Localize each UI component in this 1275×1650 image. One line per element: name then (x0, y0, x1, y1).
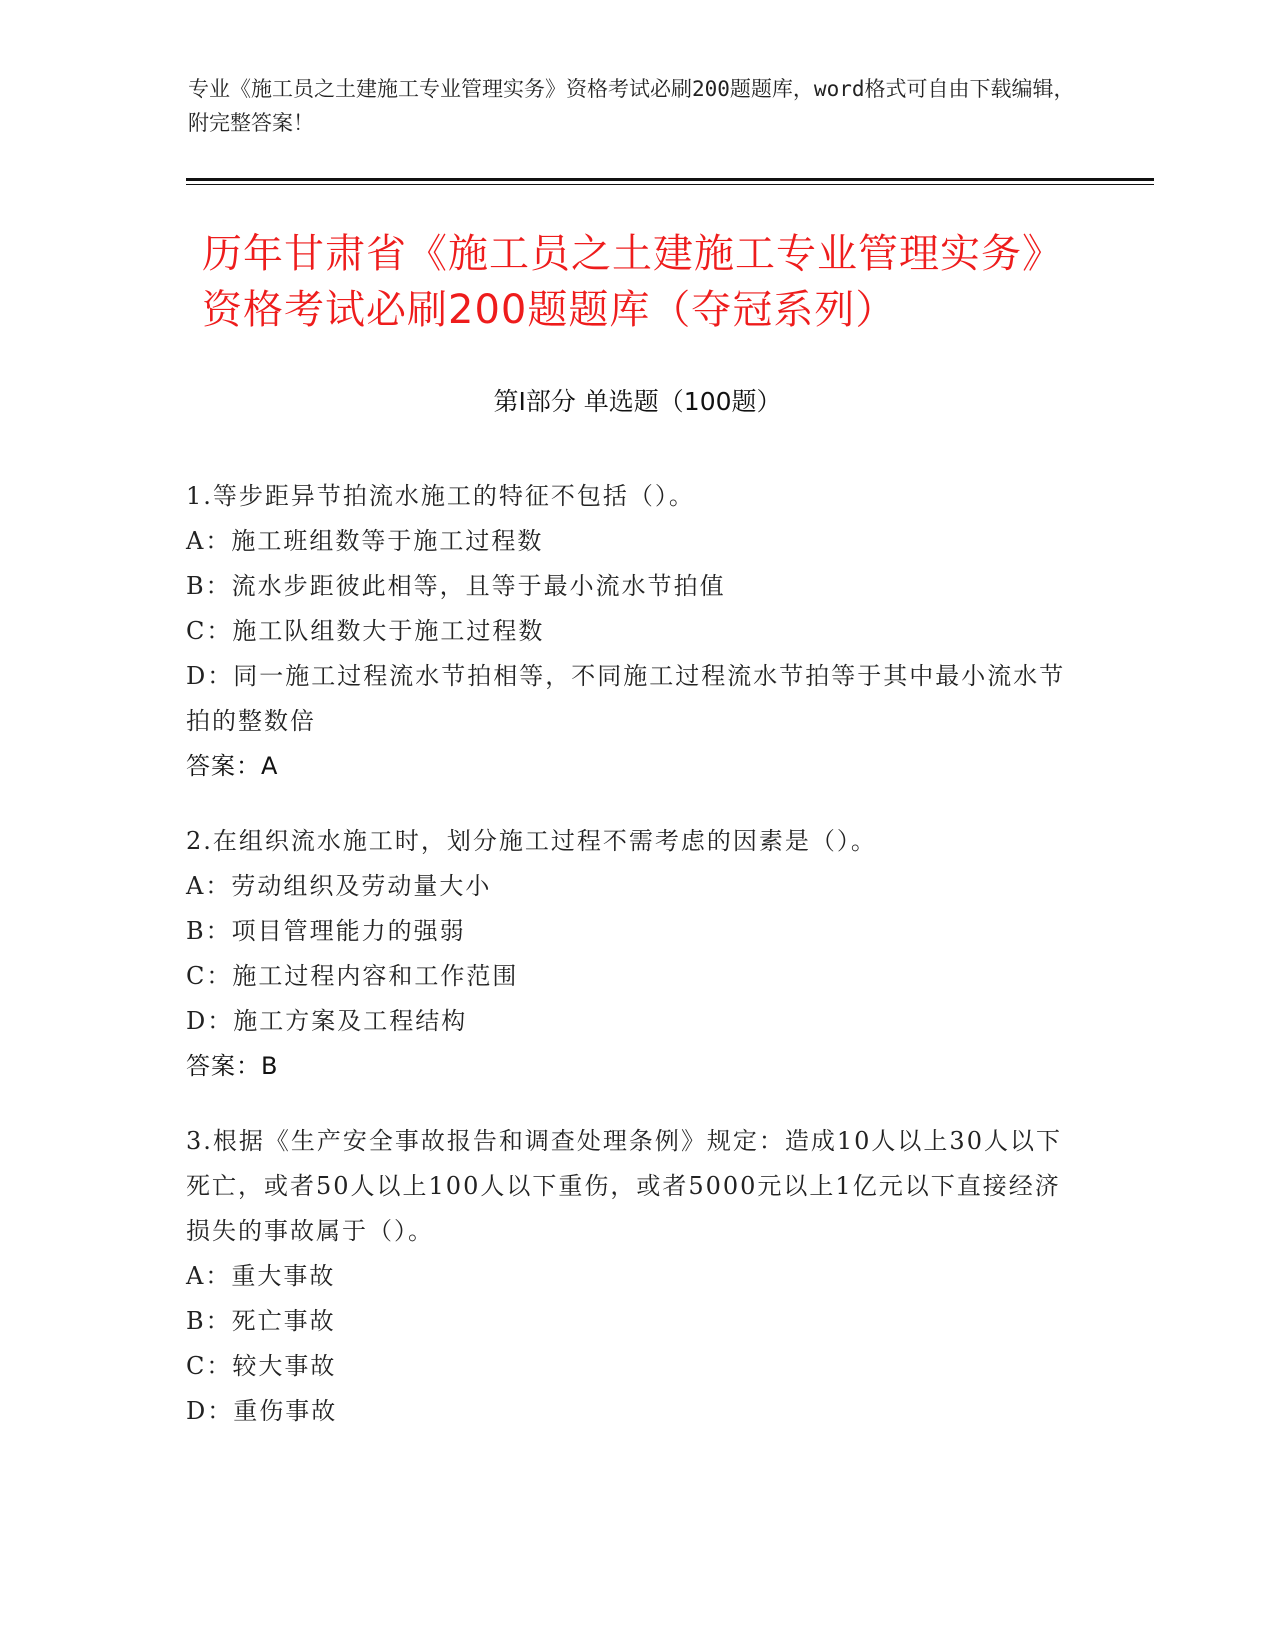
question-1 (186, 474, 1086, 789)
question-text: 1.等步距异节拍流水施工的特征不包括（）。 (186, 482, 695, 510)
question-3 (186, 1119, 1086, 1434)
question-text: 2.在组织流水施工时，划分施工过程不需考虑的因素是（）。 (186, 827, 877, 855)
section-title: 第Ⅰ部分 单选题（100题） (493, 387, 782, 416)
question-2 (186, 819, 1086, 1089)
header-rule-thin (186, 184, 1154, 185)
option-c: C：施工过程内容和工作范围 (186, 962, 519, 990)
document-title: 历年甘肃省《施工员之土建施工专业管理实务》资格考试必刷200题题库（夺冠系列） (202, 231, 1063, 333)
option-a: A：重大事故 (186, 1262, 336, 1290)
option-d: D：同一施工过程流水节拍相等，不同施工过程流水节拍等于其中最小流水节拍的整数倍 (186, 662, 1066, 735)
option-c: C：施工队组数大于施工过程数 (186, 617, 545, 645)
answer: 答案：B (186, 1052, 279, 1080)
option-a: A：劳动组织及劳动量大小 (186, 872, 492, 900)
option-b: B：流水步距彼此相等，且等于最小流水节拍值 (186, 572, 726, 600)
option-b: B：项目管理能力的强弱 (186, 917, 466, 945)
header-rule-thick (186, 178, 1154, 181)
option-d: D：重伤事故 (186, 1397, 338, 1425)
option-b: B：死亡事故 (186, 1307, 336, 1335)
header-note: 专业《施工员之土建施工专业管理实务》资格考试必刷200题题库，word格式可自由下载编辑，附完整答案！ (188, 77, 1075, 135)
answer: 答案：A (186, 752, 279, 780)
option-c: C：较大事故 (186, 1352, 337, 1380)
question-list (186, 474, 1086, 1464)
option-a: A：施工班组数等于施工过程数 (186, 527, 544, 555)
question-text: 3.根据《生产安全事故报告和调查处理条例》规定：造成10人以上30人以下死亡，或者50人以上100人以下重伤，或者5000元以上1亿元以下直接经济损失的事故属于（）。 (186, 1127, 1062, 1245)
option-d: D：施工方案及工程结构 (186, 1007, 468, 1035)
